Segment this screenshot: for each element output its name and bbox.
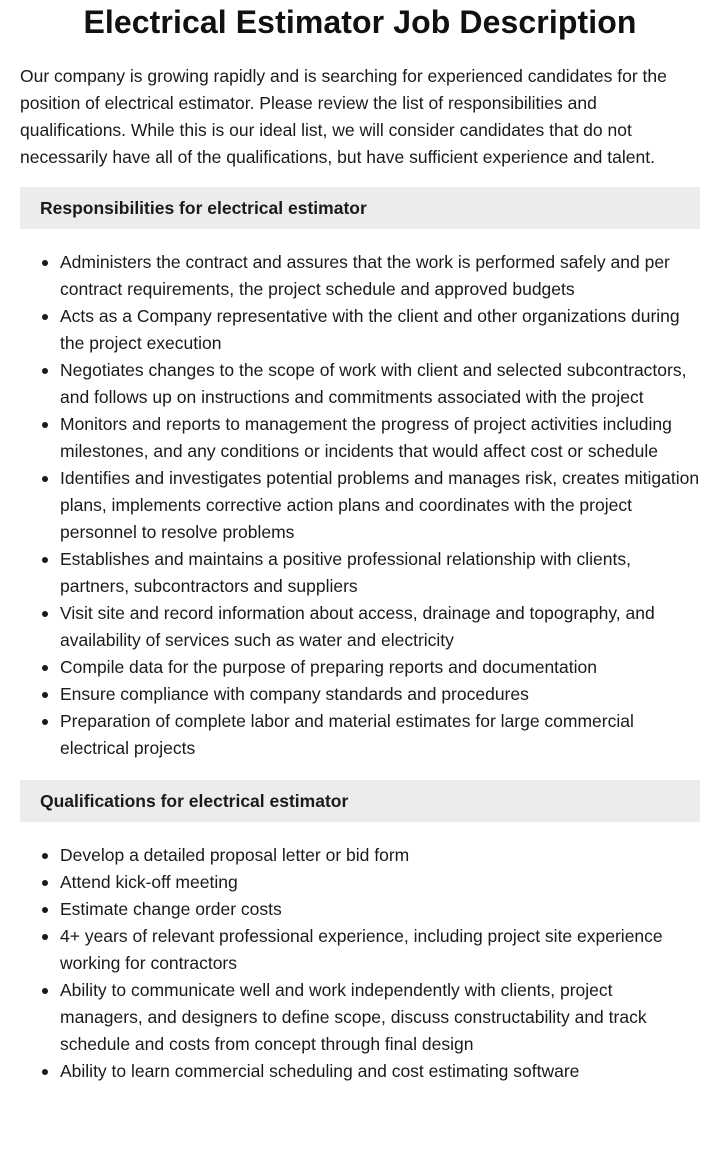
responsibility-item: Identifies and investigates potential problems and manages risk, creates mitigation plans, implements corrective action plans and coordinates with the project personnel to resolve problems bbox=[20, 465, 700, 546]
qualifications-list bbox=[20, 842, 700, 1085]
responsibility-item: Monitors and reports to management the progress of project activities including milestones, and any conditions or incidents that would affect cost or schedule bbox=[20, 411, 700, 465]
qualification-item: 4+ years of relevant professional experience, including project site experience working for contractors bbox=[20, 923, 700, 977]
responsibility-item: Compile data for the purpose of preparing reports and documentation bbox=[20, 654, 700, 681]
responsibility-item: Administers the contract and assures that the work is performed safely and per contract requirements, the project schedule and approved budgets bbox=[20, 249, 700, 303]
responsibilities-section bbox=[20, 187, 700, 762]
qualification-item: Estimate change order costs bbox=[20, 896, 700, 923]
responsibility-item: Establishes and maintains a positive professional relationship with clients, partners, subcontractors and suppliers bbox=[20, 546, 700, 600]
qualifications-section bbox=[20, 780, 700, 1085]
qualifications-heading: Qualifications for electrical estimator bbox=[20, 780, 700, 822]
qualification-item: Ability to communicate well and work independently with clients, project managers, and designers to define scope, discuss constructability and track schedule and costs from concept through final design bbox=[20, 977, 700, 1058]
responsibility-item: Acts as a Company representative with the client and other organizations during the project execution bbox=[20, 303, 700, 357]
qualification-item: Attend kick-off meeting bbox=[20, 869, 700, 896]
qualification-item: Develop a detailed proposal letter or bid form bbox=[20, 842, 700, 869]
qualification-item: Ability to learn commercial scheduling and cost estimating software bbox=[20, 1058, 700, 1085]
intro-paragraph: Our company is growing rapidly and is searching for experienced candidates for the position of electrical estimator. Please review the list of responsibilities and qualifications. While this is our ideal list, we will consider candidates that do not necessarily have all of the qualifications, but have sufficient experience and talent. bbox=[20, 66, 667, 167]
responsibility-item: Visit site and record information about access, drainage and topography, and availability of services such as water and electricity bbox=[20, 600, 700, 654]
page-title: Electrical Estimator Job Description bbox=[83, 4, 637, 40]
responsibility-item: Negotiates changes to the scope of work with client and selected subcontractors, and follows up on instructions and commitments associated with the project bbox=[20, 357, 700, 411]
responsibility-item: Preparation of complete labor and material estimates for large commercial electrical projects bbox=[20, 708, 700, 762]
responsibilities-list bbox=[20, 249, 700, 762]
responsibilities-heading: Responsibilities for electrical estimator bbox=[20, 187, 700, 229]
responsibility-item: Ensure compliance with company standards and procedures bbox=[20, 681, 700, 708]
